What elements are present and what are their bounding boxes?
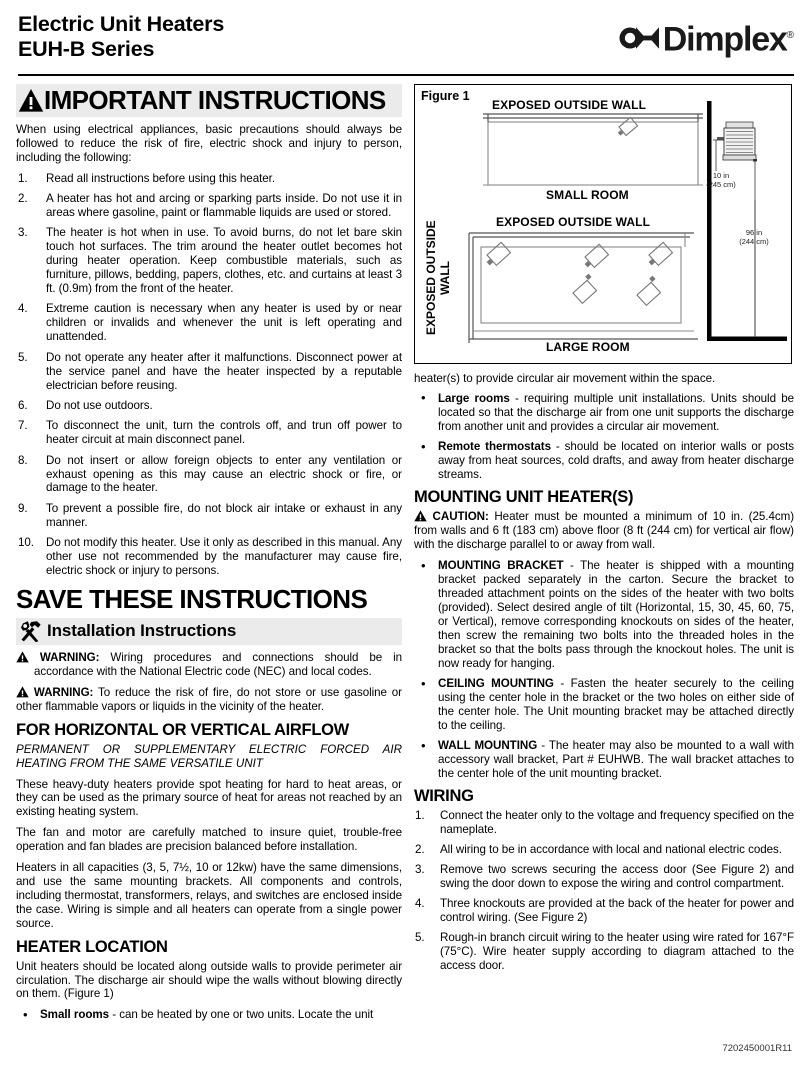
list-item-text: All wiring to be in accordance with local and national electric codes. bbox=[440, 843, 782, 857]
bullet-text: - should be located on interior walls or posts away from heat sources, cold drafts, and away from heater discharge streams. bbox=[438, 440, 794, 481]
list-item-text: Extreme caution is necessary when any heater is used by or near children or invalids and whenever the unit is left operating and unattended. bbox=[46, 302, 402, 344]
list-item bbox=[414, 392, 794, 434]
airflow-subtitle: PERMANENT OR SUPPLEMENTARY ELECTRIC FORCED AIR HEATING FROM THE SAME VERSATILE UNIT bbox=[16, 743, 402, 770]
figure-caption-mid-wall: EXPOSED OUTSIDE WALL bbox=[496, 215, 651, 229]
bullet-label: Large rooms bbox=[438, 391, 510, 405]
airflow-paragraph-2: The fan and motor are carefully matched to insure quiet, trouble-free operation and fan blades are precision balanced before installation. bbox=[16, 826, 402, 854]
list-item bbox=[16, 419, 402, 447]
bullet-text: - The heater may also be mounted to a wall with accessory wall bracket, Part # EUHWB. The wall bracket attaches to the center hole of the unit mounting bracket. bbox=[438, 739, 794, 781]
figure-dim-10in: 10 in (245 cm) bbox=[706, 171, 736, 189]
list-item bbox=[414, 897, 794, 925]
bullet-label: WALL MOUNTING bbox=[438, 739, 538, 753]
warning-text: To reduce the risk of fire, do not store or use gasoline or other flammable vapors or liquids in the vicinity of the heater. bbox=[16, 686, 402, 714]
document-number: 7202450001R11 bbox=[722, 1043, 792, 1054]
mounting-heading: MOUNTING UNIT HEATER(S) bbox=[414, 488, 634, 507]
bullet-text: - requiring multiple unit installations. Units should be located so that the discharge air from one unit supports the discharge from another unit and provides a circular air movement. bbox=[438, 391, 794, 433]
list-item-number: 3. bbox=[18, 226, 28, 240]
list-item-number: 1. bbox=[18, 171, 28, 185]
installation-instructions-banner bbox=[16, 618, 402, 645]
caution-label: CAUTION: bbox=[432, 510, 489, 524]
warning-label: WARNING: bbox=[33, 686, 94, 700]
list-item bbox=[16, 454, 402, 496]
bullet-text: - Fasten the heater securely to the ceiling using the center hole in the bracket or the two holes on either side of the center hole. The Unit mounting bracket may be attached directly to the ceiling. bbox=[438, 677, 794, 732]
list-item bbox=[16, 399, 402, 413]
heater-location-bullets bbox=[16, 1008, 402, 1022]
airflow-paragraph-3: Heaters in all capacities (3, 5, 7½, 10 or 12kw) have the same dimensions, and use the same mounting brackets. All components and controls, including thermostat, transformers, relays, and switches are enclosed inside the case. Wiring is simple and all heaters can operate from a single power source. bbox=[16, 861, 402, 930]
save-instructions-heading: SAVE THESE INSTRUCTIONS bbox=[16, 584, 368, 615]
list-item-text: Three knockouts are provided at the back of the heater for power and control wiring. (See Figure 2) bbox=[440, 896, 794, 924]
bullet-icon: • bbox=[421, 675, 426, 691]
list-item bbox=[16, 226, 402, 296]
bullet-label: Remote thermostats bbox=[438, 440, 551, 454]
list-item bbox=[16, 302, 402, 344]
list-item-text: The heater is hot when in use. To avoid burns, do not let bare skin touch hot surfaces. The trim around the heater outlet becomes hot during heater operation. Keep combustible materials, such as furniture, pillows, bedding, papers, clothes, etc. and curtains at least 3 ft. (0.9m) from the front of the heater. bbox=[46, 226, 402, 296]
list-item bbox=[414, 677, 794, 733]
figure-caption-top-wall: EXPOSED OUTSIDE WALL bbox=[492, 98, 647, 112]
list-item-number: 4. bbox=[18, 302, 28, 316]
header-divider bbox=[18, 74, 794, 76]
bullet-text: - can be heated by one or two units. Locate the unit bbox=[109, 1008, 374, 1022]
wiring-heading: WIRING bbox=[414, 787, 474, 806]
list-item-text: Connect the heater only to the voltage and frequency specified on the nameplate. bbox=[440, 809, 794, 837]
list-item bbox=[16, 351, 402, 393]
installation-instructions-title: Installation Instructions bbox=[47, 621, 237, 641]
page-title-line2: EUH-B Series bbox=[18, 37, 155, 61]
list-item-number: 5. bbox=[18, 350, 28, 364]
list-item-number: 7. bbox=[18, 419, 28, 433]
right-column bbox=[414, 84, 794, 979]
list-item-number: 1. bbox=[415, 809, 425, 823]
heater-location-bullets-continued bbox=[414, 392, 794, 482]
bullet-label: MOUNTING BRACKET bbox=[438, 559, 564, 573]
heater-location-paragraph: Unit heaters should be located along outside walls to provide perimeter air circulation. The discharge air should wipe the walls without blowing directly on them. (Figure 1) bbox=[16, 959, 402, 1001]
wiring-list bbox=[414, 809, 794, 972]
list-item bbox=[414, 739, 794, 781]
list-item-text: Remove two screws securing the access door (See Figure 2) and swing the door down to expose the wiring and control compartment. bbox=[440, 863, 794, 891]
figure-caption-small-room: SMALL ROOM bbox=[546, 188, 629, 202]
important-instructions-banner bbox=[16, 84, 402, 117]
list-item-text: To disconnect the unit, turn the controls off, and trun off power to heater circuit at main disconnect panel. bbox=[46, 419, 402, 447]
warning-triangle-icon bbox=[16, 651, 29, 663]
list-item-text: Read all instructions before using this heater. bbox=[46, 171, 276, 185]
list-item-number: 10. bbox=[18, 536, 34, 550]
airflow-paragraph-1: These heavy-duty heaters provide spot heating for hard to heat areas, or they can be used as the primary source of heat for areas not reached by an existing heating system. bbox=[16, 777, 402, 819]
safety-instructions-list bbox=[16, 172, 402, 578]
page-title-line1: Electric Unit Heaters bbox=[18, 12, 225, 36]
page-header bbox=[18, 12, 794, 70]
list-item-text: Do not use outdoors. bbox=[46, 398, 153, 412]
intro-paragraph: When using electrical appliances, basic precautions should always be followed to reduce the risk of fire, electric shock and injury to person, including the following: bbox=[16, 123, 402, 164]
registered-trademark-icon: ® bbox=[786, 30, 794, 42]
figure-label: Figure 1 bbox=[421, 89, 470, 103]
list-item bbox=[414, 809, 794, 837]
list-item-number: 2. bbox=[415, 843, 425, 857]
list-item bbox=[414, 440, 794, 482]
list-item-number: 9. bbox=[18, 501, 28, 515]
warning-wiring bbox=[16, 651, 402, 679]
list-item-number: 6. bbox=[18, 398, 28, 412]
list-item bbox=[414, 559, 794, 670]
figure-1 bbox=[414, 84, 792, 364]
bullet-label: CEILING MOUNTING bbox=[438, 677, 554, 691]
page-title bbox=[18, 12, 224, 62]
list-item bbox=[16, 172, 402, 186]
caution-mounting bbox=[414, 510, 794, 552]
list-item bbox=[414, 931, 794, 973]
bullet-label: Small rooms bbox=[40, 1008, 110, 1022]
dimplex-logo-icon bbox=[619, 23, 661, 53]
list-item-text: Do not insert or allow foreign objects to enter any ventilation or exhaust opening as this may cause an electric shock or fire, or damage to the heater. bbox=[46, 453, 402, 495]
figure-caption-exposed-outside-wall-vertical: EXPOSED OUTSIDE WALL bbox=[424, 220, 452, 336]
bullet-text: - The heater is shipped with a mounting bracket packed separately in the carton. Secure the bracket to threaded attachment points on the sides of the heater with two bolts (provided). Select desired angle of tilt (Horizontal, 15, 30, 45, 60, 75, or Vertical), remove corresponding knockouts on sides of the heater, then screw the remaining two bolts into the threaded holes in the bracket so that the bolts pass through the knockout holes. The unit is now ready for hanging. bbox=[438, 559, 794, 670]
warning-triangle-icon bbox=[18, 88, 44, 113]
left-column bbox=[16, 84, 402, 1029]
bullet-icon: • bbox=[421, 390, 426, 406]
bullet-icon: • bbox=[421, 438, 426, 454]
important-instructions-title: IMPORTANT INSTRUCTIONS bbox=[44, 85, 386, 115]
warning-label: WARNING: bbox=[39, 651, 100, 665]
warning-triangle-icon bbox=[414, 510, 427, 522]
list-item-text: To prevent a possible fire, do not block air intake or exhaust in any manner. bbox=[46, 501, 402, 529]
heater-location-heading: HEATER LOCATION bbox=[16, 937, 168, 956]
warning-gasoline bbox=[16, 686, 402, 714]
bullet-icon: • bbox=[421, 557, 426, 573]
brand-logo bbox=[619, 18, 794, 58]
list-item-text: Do not modify this heater. Use it only as described in this manual. Any other use not recommended by the manufacturer may cause fire, electric shock or injury to persons. bbox=[46, 536, 402, 577]
list-item-number: 5. bbox=[415, 930, 425, 944]
bullet-icon: • bbox=[421, 737, 426, 753]
tools-icon bbox=[18, 620, 42, 642]
list-item-number: 8. bbox=[18, 453, 28, 467]
list-item bbox=[16, 1008, 402, 1022]
list-item-number: 2. bbox=[18, 192, 28, 206]
bullet-icon: • bbox=[23, 1006, 28, 1022]
list-item-text: Do not operate any heater after it malfunctions. Disconnect power at the service panel and have the heater inspected by a reputable electrician before reusing. bbox=[46, 350, 402, 392]
mounting-bullets bbox=[414, 559, 794, 781]
list-item bbox=[414, 863, 794, 891]
list-item-number: 4. bbox=[415, 896, 425, 910]
list-item bbox=[414, 843, 794, 857]
list-item-text: A heater has hot and arcing or sparking parts inside. Do not use it in areas where gasoline, paint or flammable liquids are used or stored. bbox=[46, 192, 402, 220]
figure-dim-96in: 96 in (244 cm) bbox=[739, 228, 769, 246]
list-item-number: 3. bbox=[415, 863, 425, 877]
continuation-paragraph: heater(s) to provide circular air movement within the space. bbox=[414, 372, 716, 385]
list-item bbox=[16, 536, 402, 578]
caution-text: Heater must be mounted a minimum of 10 in. (25.4cm) from walls and 6 ft (183 cm) above floor (8 ft (244 cm) for vertical air flow) with the discharge parallel to or away from wall. bbox=[414, 510, 795, 552]
brand-name: Dimplex® bbox=[662, 20, 794, 59]
figure-caption-large-room: LARGE ROOM bbox=[546, 340, 630, 354]
list-item-text: Rough-in branch circuit wiring to the heater using wire rated for 167°F (75°C). Wire heater supply according to diagram attached to the access door. bbox=[440, 930, 794, 972]
warning-triangle-icon bbox=[16, 686, 29, 698]
warning-text: Wiring procedures and connections should be in accordance with the National Electric code (NEC) and local codes. bbox=[34, 651, 402, 679]
list-item bbox=[16, 192, 402, 220]
list-item bbox=[16, 502, 402, 530]
airflow-heading: FOR HORIZONTAL OR VERTICAL AIRFLOW bbox=[16, 721, 349, 740]
